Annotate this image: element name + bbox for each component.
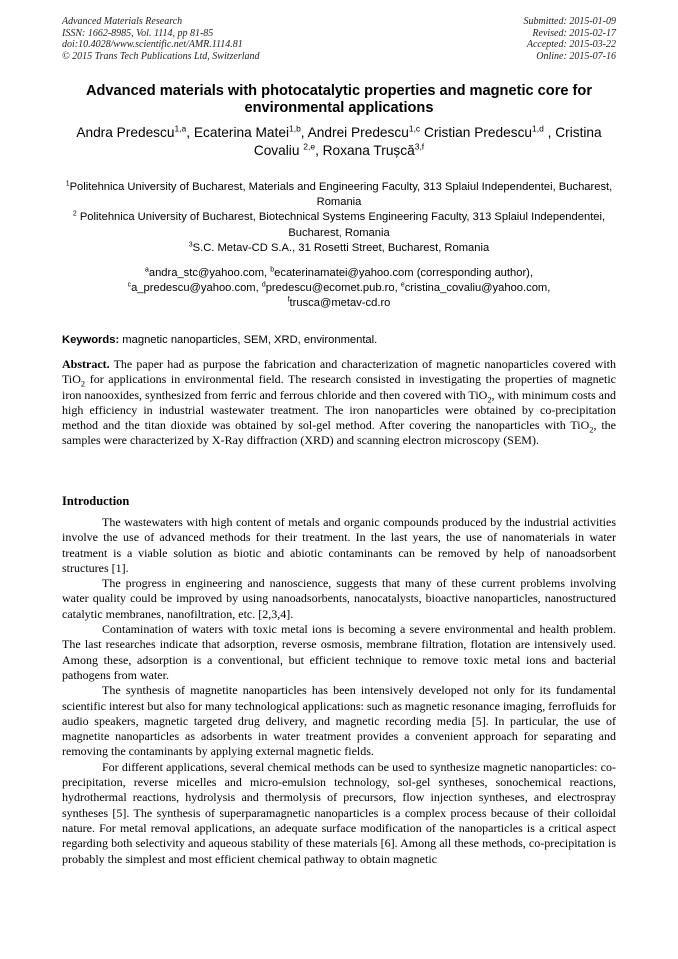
author-name: Andra Predescu [76,125,175,140]
subscript: 2 [487,394,492,404]
author-affiliation-mark: 1,b [289,123,301,134]
email-mark: e [400,281,405,289]
email-mark: b [270,266,275,274]
journal-doi: doi:10.4028/www.scientific.net/AMR.1114.81 [62,39,243,51]
paper-title: Advanced materials with photocatalytic properties and magnetic core for environmental applications [85,83,593,116]
email-mark: c [127,281,132,289]
email-link[interactable]: predescu@ecomet.pub.ro, [265,282,401,295]
journal-name: Advanced Materials Research [62,16,183,27]
author-name: Cristian Predescu [424,125,533,140]
body-paragraph: The wastewaters with high content of metals and organic compounds produced by the industrial activities involve the use of advanced methods for their treatment. In the last years, the use of nanomaterials in water treatment is a viable solution as biotic and abiotic contaminants can be removed by help of nanoadsorbent structures [1]. [62,515,616,575]
affiliation-mark: 3 [188,241,193,249]
affiliation-1 [62,180,616,210]
body-paragraph: The progress in engineering and nanoscience, suggests that many of these current problems involving water quality could be improved by using nanoadsorbents, nanocatalysts, bioactive nanoparticles, nanostructured catalytic membranes, nanofiltration, etc. [2,3,4]. [62,576,616,621]
affiliation-text: Politehnica University of Bucharest, Biotechnical Systems Engineering Faculty, 313 Splaiul Independentei, Bucharest, Romania [76,211,606,239]
keywords-text: magnetic nanoparticles, SEM, XRD, environmental. [119,334,378,346]
author-affiliation-mark: 2,e [303,141,316,152]
author-affiliation-mark: 1,d [532,123,544,134]
email-mark: a [144,266,149,274]
author-name: Andrei Predescu [307,125,409,140]
email-link[interactable]: trusca@metav-cd.ro [289,297,391,310]
section-heading-introduction: Introduction [62,494,130,508]
author-separator: , [186,125,194,140]
journal-copyright: © 2015 Trans Tech Publications Ltd, Switzerland [62,50,260,62]
date-submitted: Submitted: 2015-01-09 [523,16,616,27]
date-revised: Revised: 2015-02-17 [532,27,616,39]
affiliation-text: Politehnica University of Bucharest, Materials and Engineering Faculty, 313 Splaiul Independentei, Bucharest, Romania [69,181,613,209]
affiliations [62,180,616,256]
email-link[interactable]: ecaterinamatei@yahoo.com (corresponding author), [274,267,533,279]
date-accepted: Accepted: 2015-03-22 [526,39,616,51]
email-link[interactable]: a_predescu@yahoo.com, [131,282,262,295]
body-paragraph: Contamination of waters with toxic metal ions is becoming a severe environmental and health problem. The last researches indicate that adsorption, reverse osmosis, membrane filtration, flotation are intensively used. Among these, adsorption is a conventional, but efficient technique to remove toxic metal ions and bacterial pathogens from water. [62,622,616,682]
abstract [62,357,616,449]
author-list [56,124,622,160]
author-name: Roxana Trușcă [322,143,415,158]
email-line-3 [62,296,616,311]
date-online: Online: 2015-07-16 [536,50,616,62]
email-line-1 [62,266,616,281]
author-name: Cristina Covaliu [253,125,602,158]
email-mark: d [261,281,266,289]
email-link[interactable]: andra_stc@yahoo.com, [148,267,271,279]
abstract-label: Abstract. [62,357,110,371]
author-name: Ecaterina Matei [193,125,289,140]
affiliation-mark: 2 [72,210,77,218]
subscript: 2 [80,379,86,389]
affiliation-2 [62,210,616,240]
subscript: 2 [589,425,594,435]
body-paragraph: The synthesis of magnetite nanoparticles has been intensively developed not only for its fundamental scientific interest but also for many technological applications: such as magnetic resonance imaging, ferrofluids for audio speakers, magnetic targeted drug delivery, and magnetic recording media [5]. In particular, the use of magnetite nanoparticles as adsorbents in water treatment provides a convenient approach for separating and removing the contaminants by applying external magnetic fields. [62,683,616,759]
abstract-text: , the samples were characterized by X-Ray diffraction (XRD) and scanning electron microscopy (SEM). [62,418,616,448]
journal-issn: ISSN: 1662-8985, Vol. 1114, pp 81-85 [62,27,214,39]
email-line-2 [62,281,616,296]
author-affiliation-mark: 1,a [174,123,187,134]
body-paragraph: For different applications, several chemical methods can be used to synthesize magnetic nanoparticles: co-precipitation, reverse micelles and micro-emulsion technology, sol-gel syntheses, sonochemical reactions, hydrothermal reactions, hydrolysis and thermolysis of precursors, flow injection syntheses, and electrospray syntheses [5]. The synthesis of superparamagnetic nanoparticles is a complex process because of their colloidal nature. For metal removal applications, an adequate surface modification of the nanoparticles is a critical aspect regarding both selectivity and aqueous stability of these materials [6]. Among all these methods, co-precipitation is probably the simplest and most efficient chemical pathway to obtain magnetic [62,759,616,866]
abstract-text: , with minimum costs and high efficiency in industrial wastewater treatment. The iron nanoparticles were obtained by co-precipitation method and the titan dioxide was obtained by sol-gel method. After covering the nanoparticles with TiO [62,387,616,433]
author-separator: , [300,125,308,140]
author-emails [62,266,616,312]
journal-info [62,16,260,62]
email-mark: f [287,296,290,304]
author-separator: , [543,125,556,140]
email-link[interactable]: cristina_covaliu@yahoo.com, [404,282,551,295]
author-affiliation-mark: 3,f [414,141,425,152]
affiliation-text: S.C. Metav-CD S.A., 31 Rosetti Street, Bucharest, Romania [192,241,490,254]
keywords [62,333,616,347]
keywords-label: Keywords: [62,334,120,346]
submission-dates [524,16,617,62]
author-affiliation-mark: 1,c [408,123,421,134]
abstract-paragraph [62,357,616,449]
introduction-body [62,515,616,867]
abstract-text: The paper had as purpose the fabrication and characterization of magnetic nanoparticles covered with TiO [62,357,616,387]
author-separator: , [315,143,323,158]
abstract-text: for applications in environmental field. The research consisted in investigating the properties of magnetic iron nanooxides, synthesized from ferric and ferrous chloride and then covered with TiO [62,372,616,402]
affiliation-mark: 1 [65,180,70,188]
affiliation-3 [62,241,616,256]
